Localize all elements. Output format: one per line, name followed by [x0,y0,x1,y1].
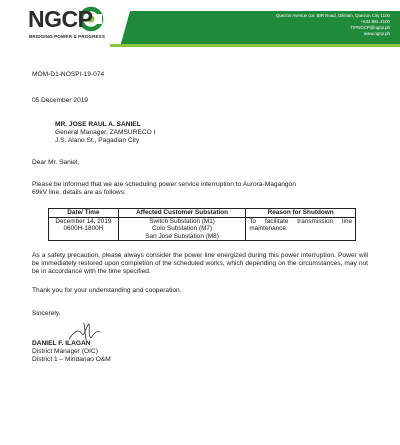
cell-substations [118,217,246,241]
reference-number: MOM-D1-NOSPI-19-074 [32,71,105,78]
schedule-date: December 14, 2019 [55,217,112,225]
intro-line-1: Please be informed that we are scheduling power service interruption to Aurora-Magangon [32,181,296,188]
recipient-block [55,121,155,146]
schedule-table [48,208,356,241]
letterhead [0,0,400,52]
header-reason: Reason for Shutdown [246,209,356,218]
ngcp-logo [28,5,120,47]
signer-block [32,340,111,365]
letter-date: 05 December 2019 [32,97,89,104]
contact-phone: +632.981.2100 [360,19,390,24]
intro-paragraph [32,181,367,197]
intro-line-2: 69kV line, details are as follows: [32,189,126,197]
contact-block [190,13,390,37]
substation-item: San Jose Substation (M8) [145,232,219,240]
logo-tagline: BRIDGING POWER & PROGRESS [29,34,106,39]
cell-reason: To facilitate transmission line maintenance. [246,217,356,241]
recipient-name: MR. JOSE RAUL A. SANIEL [55,121,141,128]
substation-item: Colo Substation (M7) [152,225,213,233]
schedule-time: 0600H-1800H [63,225,104,233]
contact-website: www.ngcp.ph [363,31,390,36]
table-row [49,217,356,241]
contact-address: Quezon Avenue cor. BIR Road, Diliman, Quezon City 1100 [275,13,390,18]
closing: Sincerely, [32,310,61,317]
contact-email: TIPNGCP@ngcp.ph [350,25,390,30]
recipient-address: J.S. Alano St., Pagadian City [55,137,140,145]
logo-wordmark: NGCP [28,6,93,32]
salutation: Dear Mr. Saniel, [32,159,80,166]
thanks-line: Thank you for your understanding and cooperation. [32,287,182,294]
substation-item: Switch Substation (M1) [149,217,215,225]
safety-paragraph: As a safety precaution, please always consider the power line energized during this power interruption. Power will be immediately restored upon completion of the scheduled works, which depending on the circumstances, may not be in accordance with the time specified. [32,252,368,276]
signer-office: District 1 – Mindanao O&M [32,356,111,364]
header-accent-line [110,44,400,47]
table-header-row [49,209,356,218]
cell-date-time [49,217,119,241]
header-date-time: Date/ Time [49,209,119,218]
recipient-title: General Manager, ZAMSURECO I [55,129,156,137]
signer-title: District Manager (OIC) [32,348,98,356]
signer-name: DANIEL F. ILAGAN [32,340,91,347]
header-affected-substation: Affected Customer Substation [118,209,246,218]
